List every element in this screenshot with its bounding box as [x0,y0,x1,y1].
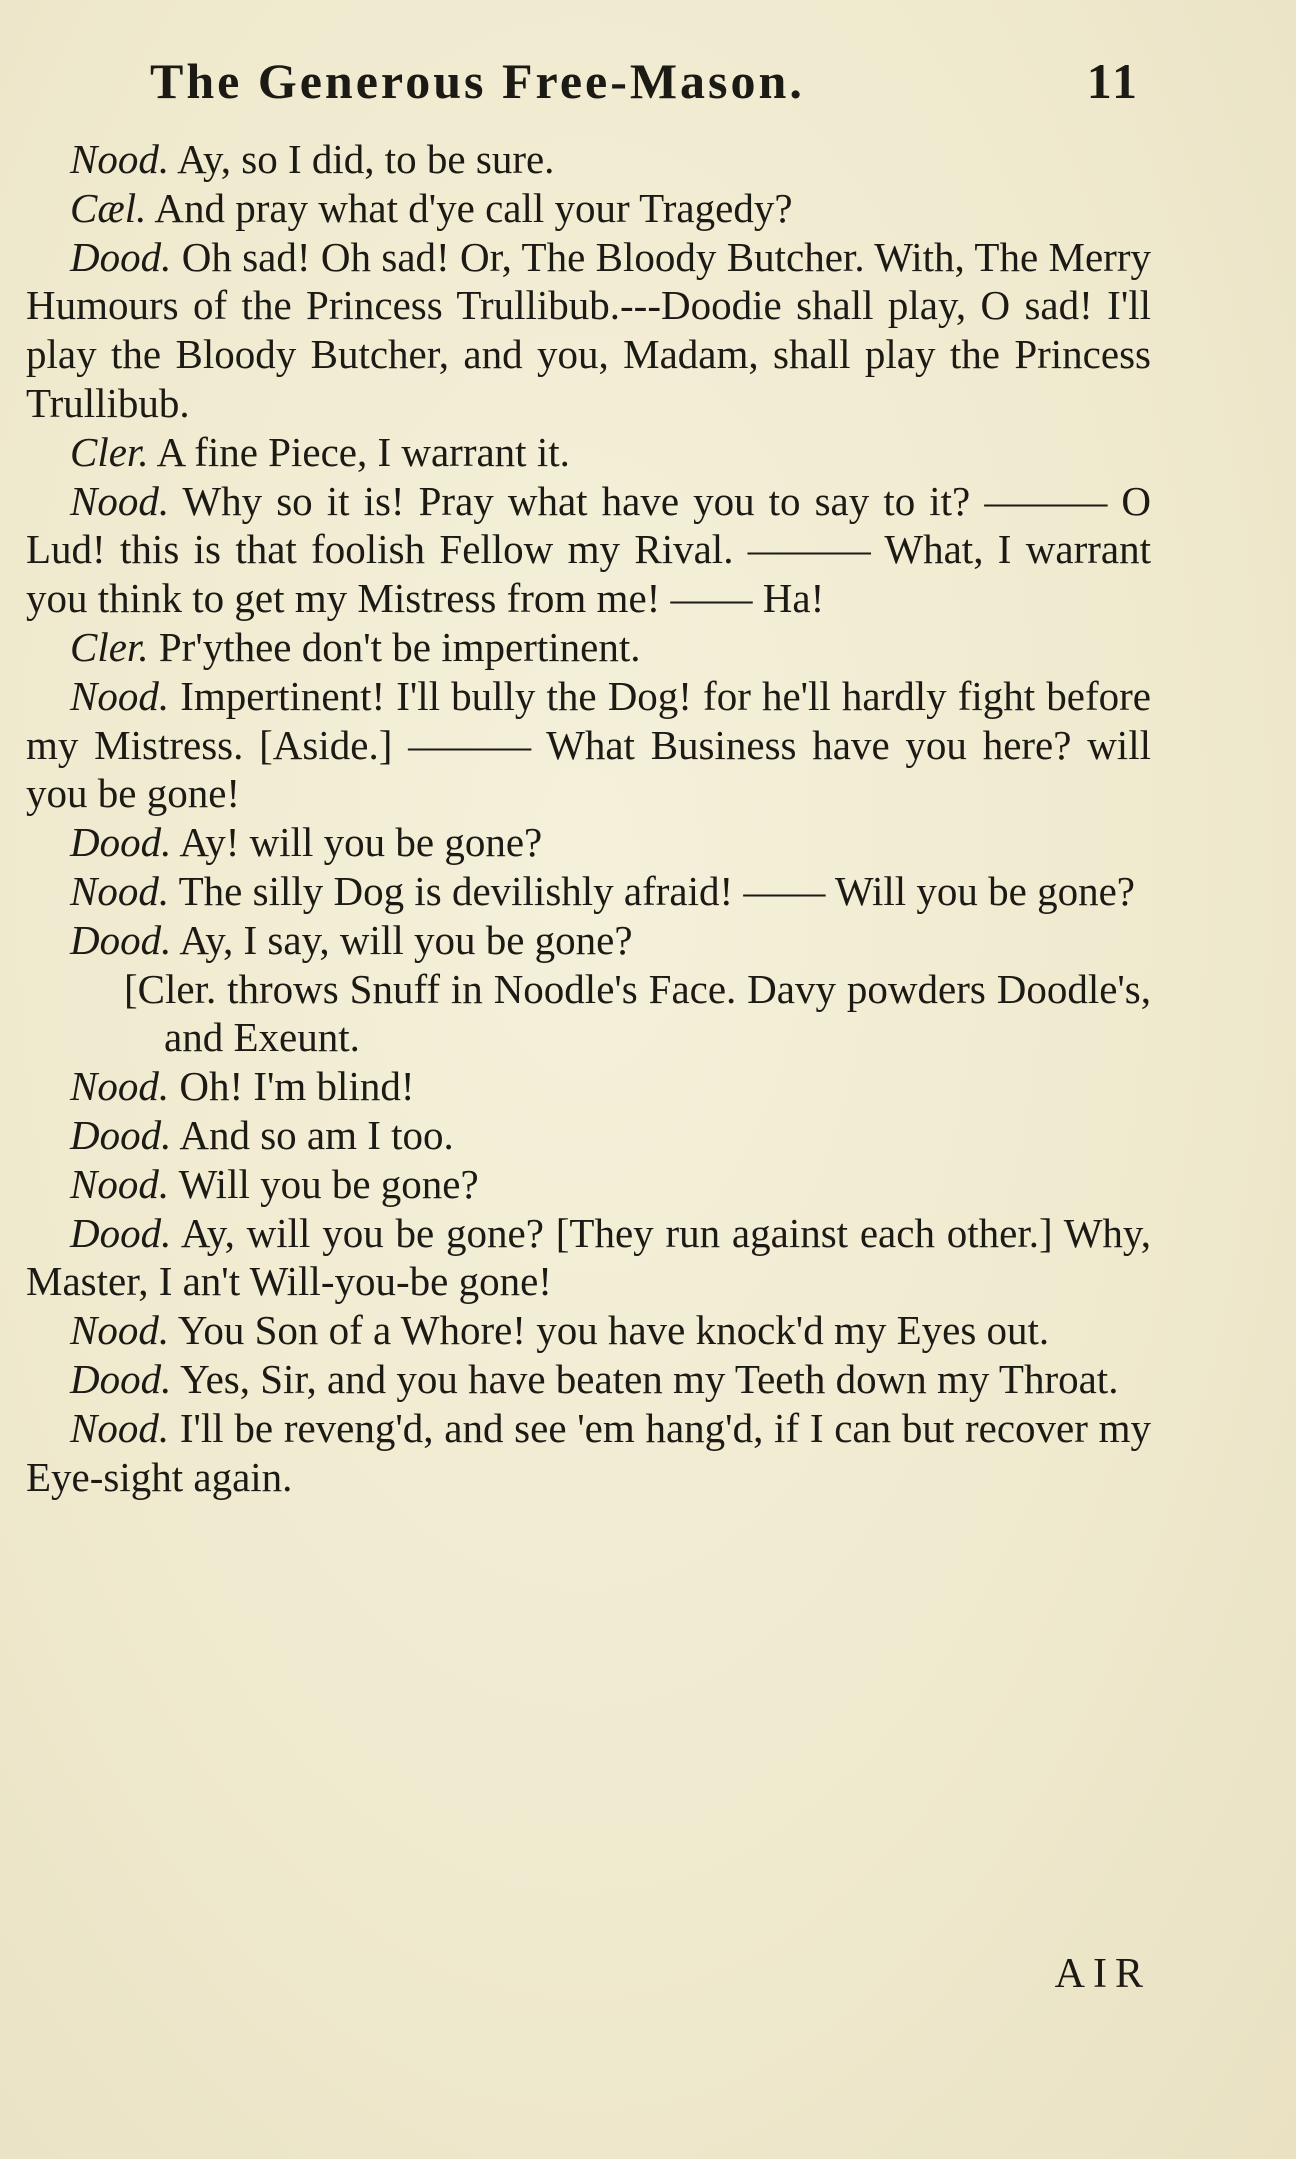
dialogue-line [26,1404,1151,1502]
speech: I'll be reveng'd, and see 'em hang'd, if I can but recover my Eye-sight again. [26,1404,1151,1500]
dialogue-line [26,867,1151,916]
speech: Why so it is! Pray what have you to say to it? ——— O Lud! this is that foolish Fellow my Rival. ——— What, I warrant you think to get my Mistress from me! —— Ha! [26,477,1151,622]
dialogue-line [26,672,1151,818]
speaker: Dood. [70,1209,172,1256]
dialogue-line [26,916,1151,965]
speaker: Cæl. [70,184,147,231]
speaker: Nood. [70,1160,170,1207]
dialogue-line [26,1355,1151,1404]
page-number: 11 [1086,53,1140,109]
speech: A fine Piece, I warrant it. [148,428,570,475]
speech: Ay! will you be gone? [171,819,543,866]
dialogue-line [26,818,1151,867]
dialogue-line [26,135,1151,184]
speaker: Nood. [70,1404,170,1451]
speaker: Nood. [70,477,170,524]
speaker: Dood. [70,1355,172,1402]
speech: Yes, Sir, and you have beaten my Teeth down my Throat. [171,1355,1119,1402]
speech: You Son of a Whore! you have knock'd my Eyes out. [169,1307,1050,1354]
catchword: AIR [1054,1951,1151,1997]
speaker: Nood. [70,1307,170,1354]
dialogue-line [26,1111,1151,1160]
speaker: Cler. [70,623,149,670]
dialogue-line [26,1062,1151,1111]
running-title: The Generous Free-Mason. [150,53,805,109]
speaker: Nood. [70,136,170,182]
dialogue-line [26,477,1151,623]
speech: Pr'ythee don't be impertinent. [148,623,641,670]
dialogue-body [26,135,1151,1501]
speech: And so am I too. [171,1111,454,1158]
speaker: Dood. [70,819,172,866]
speaker: Dood. [70,916,172,963]
running-header [150,52,1140,122]
speaker: Dood. [70,1111,172,1158]
dialogue-line [26,428,1151,477]
speaker: Nood. [70,1063,170,1110]
speech: Ay, so I did, to be sure. [169,136,555,182]
speech: Ay, I say, will you be gone? [171,916,633,963]
speaker: Cler. [70,428,149,475]
speaker: Nood. [70,672,170,719]
speech: Will you be gone? [169,1160,479,1207]
dialogue-line [26,184,1151,233]
dialogue-line [26,1160,1151,1209]
dialogue-line [26,1209,1151,1307]
speaker: Dood. [70,233,172,280]
speech: And pray what d'ye call your Tragedy? [146,184,793,231]
dialogue-line [26,1306,1151,1355]
speech: Impertinent! I'll bully the Dog! for he'll hardly fight before my Mistress. [Aside.] ——— What Business have you here? will you be gone! [26,672,1151,817]
stage-direction-text: [Cler. throws Snuff in Noodle's Face. Davy powders Doodle's, and Exeunt. [124,965,1151,1061]
speech: The silly Dog is devilishly afraid! —— Will you be gone? [169,867,1135,914]
speech: Ay, will you be gone? [They run against each other.] Why, Master, I an't Will-you-be gone! [26,1209,1151,1305]
dialogue-line [26,623,1151,672]
stage-direction [124,965,1151,1063]
dialogue-line [26,233,1151,428]
speech: Oh! I'm blind! [169,1063,415,1110]
speech: Oh sad! Oh sad! Or, The Bloody Butcher. With, The Merry Humours of the Princess Trullibub.---Doodie shall play, O sad! I'll play the Bloody Butcher, and you, Madam, shall play the Princess Trullibub. [26,233,1151,426]
speaker: Nood. [70,867,170,914]
